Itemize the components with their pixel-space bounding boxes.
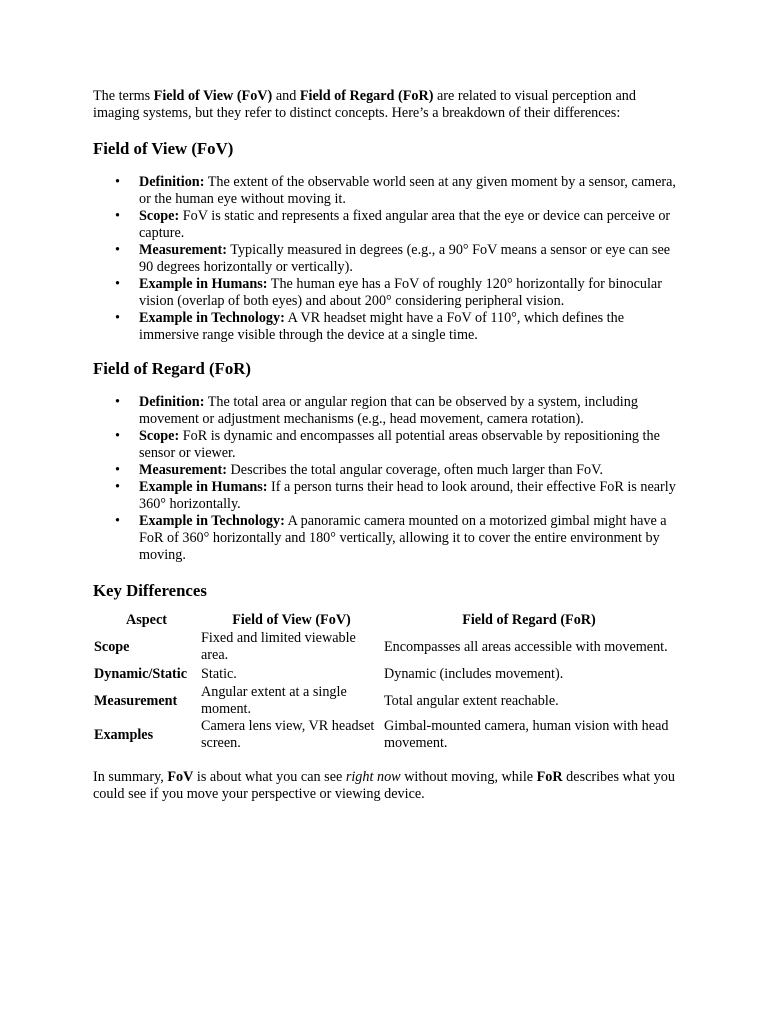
differences-heading: Key Differences [93,581,207,600]
intro-term-fov: Field of View (FoV) [153,88,273,104]
table-cell: Fixed and limited viewable area. [201,630,356,663]
list-item: • Example in Humans: If a person turns their head to look around, their effective FoR is nearly 360° horizontally. [139,479,683,513]
table-cell: Measurement [94,692,178,709]
table-cell: Camera lens view, VR headset screen. [201,718,375,751]
list-item: • Example in Technology: A VR headset might have a FoV of 110°, which defines the immersive range visible through the device at a single time. [139,310,683,344]
document-page [93,88,683,803]
intro-text: The terms [93,88,154,104]
column-header: Aspect [126,612,167,628]
column-header: Field of View (FoV) [232,612,351,628]
table-row [93,630,675,664]
summary-paragraph: In summary, FoV is about what you can see right now without moving, while FoR describes what you could see if you move your perspective or viewing device. [93,769,675,802]
fov-heading: Field of View (FoV) [93,139,234,158]
table-cell: Angular extent at a single moment. [201,684,347,717]
for-heading: Field of Regard (FoR) [93,359,251,378]
table-cell: Encompasses all areas accessible with movement. [384,638,668,655]
table-cell: Static. [201,665,237,682]
intro-text: are related to visual perception and imaging systems, but they refer to distinct concepts. Here’s a breakdown of their differences: [93,88,636,121]
intro-term-for: Field of Regard (FoR) [299,88,434,104]
fov-list [93,174,683,344]
list-item: • Definition: The extent of the observable world seen at any given moment by a sensor, camera, or the human eye without moving it. [139,174,683,208]
table-row [93,684,675,718]
table-row [93,718,675,752]
intro-paragraph [93,88,683,122]
list-item: • Scope: FoV is static and represents a fixed angular area that the eye or device can perceive or capture. [139,208,683,242]
table-cell: Examples [94,726,154,743]
list-item: • Measurement: Typically measured in degrees (e.g., a 90° FoV means a sensor or eye can see 90 degrees horizontally or vertically). [139,242,683,276]
list-item: • Definition: The total area or angular region that can be observed by a system, including movement or adjustment mechanisms (e.g., head movement, camera rotation). [139,394,683,428]
list-item: • Scope: FoR is dynamic and encompasses all potential areas observable by repositioning the sensor or viewer. [139,428,683,462]
column-header: Field of Regard (FoR) [462,612,596,628]
for-list [93,394,683,564]
list-item: • Example in Technology: A panoramic camera mounted on a motorized gimbal might have a FoR of 360° horizontally and 180° vertically, allowing it to cover the entire environment by moving. [139,513,683,564]
summary-term-fov: FoV [167,769,194,785]
intro-text: and [272,88,300,104]
differences-table [93,611,675,752]
table-cell: Scope [94,638,130,655]
table-cell: Gimbal-mounted camera, human vision with head movement. [384,718,669,751]
table-header-row [93,611,675,630]
table-cell: Dynamic/Static [94,665,187,682]
summary-term-for: FoR [536,769,563,785]
table-row [93,664,675,684]
table-cell: Dynamic (includes movement). [384,665,564,682]
table-cell: Total angular extent reachable. [384,692,559,709]
summary-emphasis: right now [345,769,401,785]
list-item: • Example in Humans: The human eye has a FoV of roughly 120° horizontally for binocular vision (overlap of both eyes) and about 200° considering peripheral vision. [139,276,683,310]
list-item: • Measurement: Describes the total angular coverage, often much larger than FoV. [139,462,683,479]
